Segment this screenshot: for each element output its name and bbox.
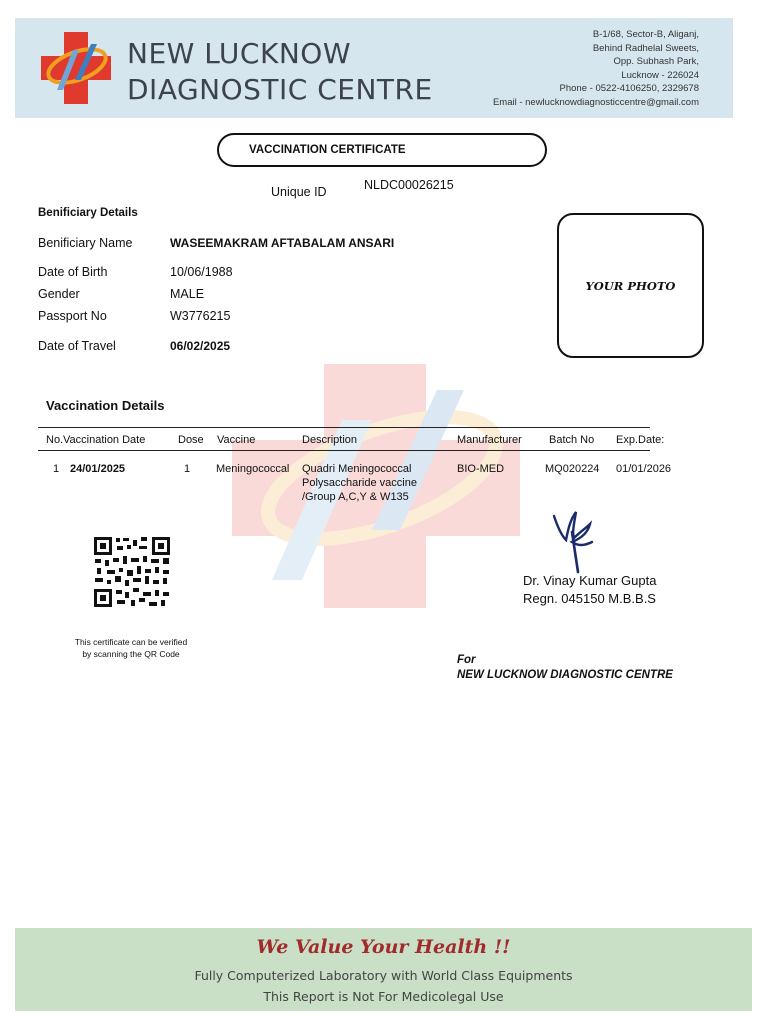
beneficiary-heading: Benificiary Details <box>38 207 138 219</box>
letterhead-header <box>15 18 733 118</box>
beneficiary-name-value: WASEEMAKRAM AFTABALAM ANSARI <box>170 236 395 250</box>
gender-value: MALE <box>170 287 205 301</box>
issuer-for-label: For <box>457 654 476 666</box>
row-description-line: Quadri Meningococcal <box>302 463 412 475</box>
dob-value: 10/06/1988 <box>170 265 233 279</box>
col-exp-date: Exp.Date: <box>616 434 665 446</box>
table-header-rule <box>38 450 650 451</box>
passport-value: W3776215 <box>170 309 231 323</box>
row-description-line: /Group A,C,Y & W135 <box>302 491 409 503</box>
table-top-rule <box>38 427 650 428</box>
gender-label: Gender <box>38 287 80 301</box>
doctor-registration: Regn. 045150 M.B.B.S <box>523 591 656 606</box>
row-manufacturer: BIO-MED <box>457 463 505 475</box>
qr-verification-line: by scanning the QR Code <box>82 649 180 659</box>
organization-name <box>127 36 433 108</box>
travel-date-label: Date of Travel <box>38 339 116 353</box>
col-no: No. <box>46 434 64 446</box>
row-vaccine: Meningococcal <box>216 463 290 475</box>
row-dose: 1 <box>184 463 191 475</box>
col-manufacturer: Manufacturer <box>457 434 522 446</box>
passport-label: Passport No <box>38 309 107 323</box>
organization-address <box>493 28 699 109</box>
row-description <box>302 462 417 504</box>
footer-line-1: Fully Computerized Laboratory with World Class Equipments <box>194 968 573 983</box>
qr-verification-line: This certificate can be verified <box>74 637 188 647</box>
qr-code-icon[interactable] <box>93 536 171 608</box>
certificate-title: VACCINATION CERTIFICATE <box>217 133 547 167</box>
col-vaccine: Vaccine <box>217 434 256 446</box>
clinic-logo-icon <box>39 30 113 106</box>
address-line: Lucknow - 226024 <box>621 69 699 81</box>
qr-verification-note <box>60 636 202 660</box>
col-description: Description <box>302 434 358 446</box>
unique-id-value: NLDC00026215 <box>364 178 454 192</box>
doctor-details <box>523 572 656 608</box>
col-vaccination-date: Vaccination Date <box>63 434 146 446</box>
issuer-organization: NEW LUCKNOW DIAGNOSTIC CENTRE <box>457 669 673 681</box>
vaccination-heading: Vaccination Details <box>46 398 165 413</box>
address-line: B-1/68, Sector-B, Aliganj, <box>592 29 699 40</box>
footer-line-2: This Report is Not For Medicolegal Use <box>263 989 504 1004</box>
travel-date-value: 06/02/2025 <box>170 339 231 353</box>
doctor-signature-icon <box>548 502 598 574</box>
beneficiary-name-label: Benificiary Name <box>38 236 133 250</box>
row-no: 1 <box>53 463 60 475</box>
photo-placeholder <box>557 213 704 358</box>
col-batch-no: Batch No <box>549 434 595 446</box>
address-phone: Phone - 0522-4106250, 2329678 <box>559 83 699 94</box>
organization-name-line2: DIAGNOSTIC CENTRE <box>127 73 433 106</box>
dob-label: Date of Birth <box>38 265 108 279</box>
unique-id-label: Unique ID <box>271 185 327 199</box>
row-vaccination-date: 24/01/2025 <box>70 463 126 475</box>
address-line: Behind Radhelal Sweets, <box>592 42 699 54</box>
address-line: Opp. Subhash Park, <box>613 56 699 67</box>
photo-placeholder-text: YOUR PHOTO <box>585 279 676 293</box>
doctor-name: Dr. Vinay Kumar Gupta <box>523 573 657 588</box>
organization-name-line1: NEW LUCKNOW <box>127 37 352 70</box>
row-description-line: Polysaccharide vaccine <box>302 477 417 489</box>
footer-tagline: We Value Your Health !! <box>256 936 511 958</box>
row-exp-date: 01/01/2026 <box>616 463 672 475</box>
issuer-block <box>457 653 673 683</box>
row-batch-no: MQ020224 <box>545 463 600 475</box>
letterhead-footer <box>15 928 752 1011</box>
col-dose: Dose <box>178 434 204 446</box>
address-email: Email - newlucknowdiagnosticcentre@gmail.com <box>492 96 699 108</box>
